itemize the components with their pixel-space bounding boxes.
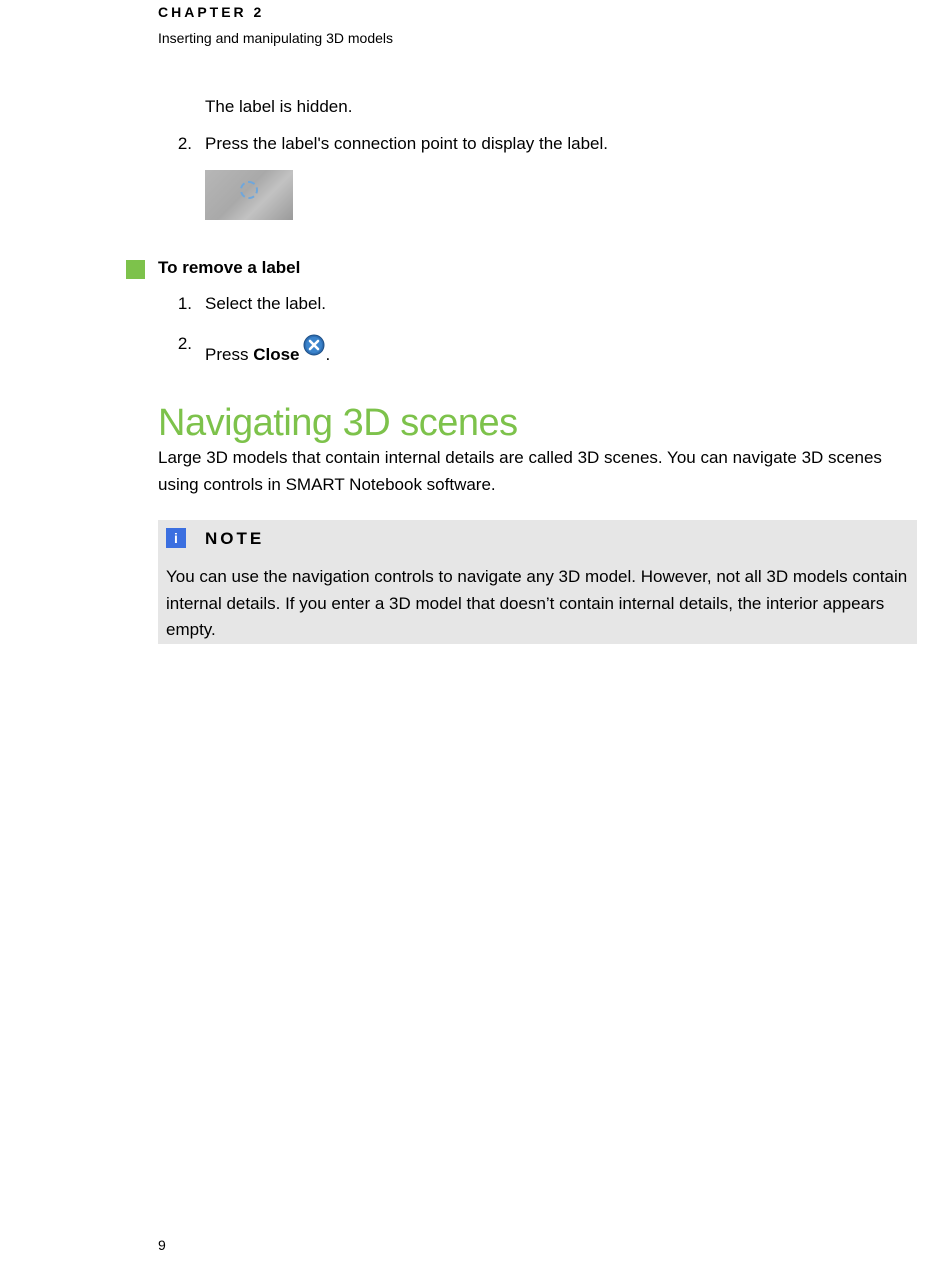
step-prefix: Press	[205, 345, 254, 364]
close-icon	[303, 334, 325, 361]
chapter-subtitle: Inserting and manipulating 3D models	[158, 30, 394, 46]
step-suffix: .	[325, 345, 331, 364]
page-number: 9	[158, 1237, 166, 1253]
procedure-title: To remove a label	[158, 258, 301, 277]
connection-point-icon	[240, 181, 258, 199]
step-number: 1.	[177, 294, 192, 313]
step-text: Select the label.	[205, 294, 326, 313]
step-number: 2.	[177, 134, 192, 153]
section-intro: Large 3D models that contain internal details are called 3D scenes. You can navigate 3D scenes using controls in SMART Notebook software.	[158, 448, 882, 494]
info-icon: i	[166, 528, 186, 548]
note-label: NOTE	[205, 529, 265, 548]
step-result-text: The label is hidden.	[205, 97, 353, 116]
close-label: Close	[253, 345, 300, 364]
connection-point-screenshot	[205, 170, 293, 220]
note-box	[158, 520, 917, 644]
green-square-icon	[126, 260, 145, 279]
section-title: Navigating 3D scenes	[158, 402, 518, 444]
note-text: You can use the navigation controls to navigate any 3D model. However, not all 3D models contain internal details. If you enter a 3D model that doesn’t contain internal details, the interior appears empty.	[166, 567, 908, 639]
chapter-label: CHAPTER 2	[158, 4, 265, 20]
step-number: 2.	[177, 334, 192, 353]
step-text: Press the label's connection point to display the label.	[205, 134, 608, 153]
step-text	[205, 334, 330, 365]
